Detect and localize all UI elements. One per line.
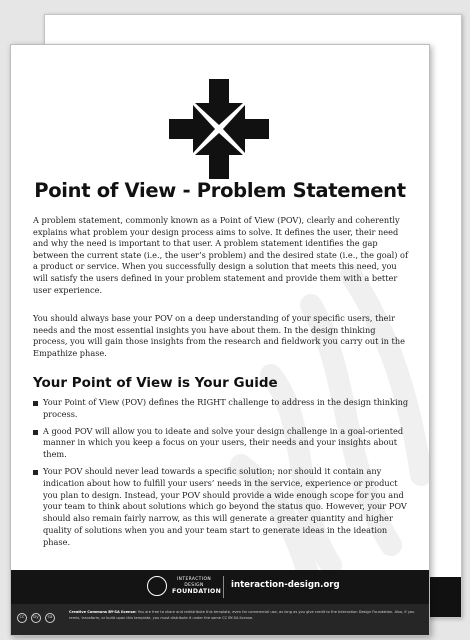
attribution-icon: by xyxy=(31,613,41,623)
license-label: Creative Commons BY-SA license: xyxy=(69,610,137,614)
insight-paragraph: You should always base your POV on a deep understanding of your specific users, their needs and the most essential insights you have about them. In the design thinking process, you will gain those insights from the research and fieldwork you carry out in the Empathize phase. xyxy=(33,313,405,358)
footer-bar xyxy=(11,570,429,604)
bullet-text: A good POV will allow you to ideate and solve your design challenge in a goal-oriented manner in which you keep a focus on your users, their needs and your insights about them. xyxy=(43,425,404,460)
logo-line-1: INTERACTION DESIGN xyxy=(176,577,212,588)
cc-icon: cc xyxy=(17,613,27,623)
license-text xyxy=(69,610,421,630)
logo-line-2: FOUNDATION xyxy=(172,588,222,596)
four-inward-arrows-icon xyxy=(169,79,269,179)
foundation-logo-icon xyxy=(147,576,167,596)
license-bar xyxy=(11,604,429,635)
bullet-square-icon xyxy=(33,430,38,435)
bullet-item xyxy=(33,397,411,421)
page-title: Point of View - Problem Statement xyxy=(34,179,406,202)
footer-url-link[interactable]: interaction-design.org xyxy=(231,580,340,590)
share-alike-icon: sa xyxy=(45,613,55,623)
foundation-wordmark xyxy=(172,577,222,596)
license-body: You are free to share and redistribute this template, even for commercial use, as long as you give credit to the Interaction Design Foundation. Also, if you remix, transform, or build upon this template, you must distribute it under the same CC BY-SA license. xyxy=(69,610,415,620)
footer-divider xyxy=(223,576,224,598)
bullet-item xyxy=(33,426,411,461)
bullet-text: Your Point of View (POV) defines the RIGHT challenge to address in the design thinking process. xyxy=(43,397,409,419)
bullet-text: Your POV should never lead towards a specific solution; nor should it contain any indication about how to fulfill your users’ needs in the service, experience or product you plan to design. Instead, your POV should provide a wide enough scope for you and your team to think about solutions which go beyond the status quo. However, your POV should also remain fairly narrow, as this will generate a greater quantity and higher quality of solutions when you and your team start to generate ideas in the ideation phase. xyxy=(43,465,407,547)
intro-paragraph: A problem statement, commonly known as a Point of View (POV), clearly and coherently explains what problem your design process aims to solve. It defines the user, their need and why the need is important to that user. A problem statement identifies the gap between the current state (i.e., the user’s problem) and the desired state (i.e., the goal) of a product or service. When you successfully design a solution that meets this need, you will satisfy the users defined in your problem statement and provide them with a better user experience. xyxy=(33,215,408,295)
section-heading: Your Point of View is Your Guide xyxy=(33,375,278,391)
bullet-square-icon xyxy=(33,401,38,406)
bullet-item xyxy=(33,466,411,549)
guide-bullet-list xyxy=(33,397,411,554)
front-page xyxy=(10,44,430,636)
bullet-square-icon xyxy=(33,470,38,475)
